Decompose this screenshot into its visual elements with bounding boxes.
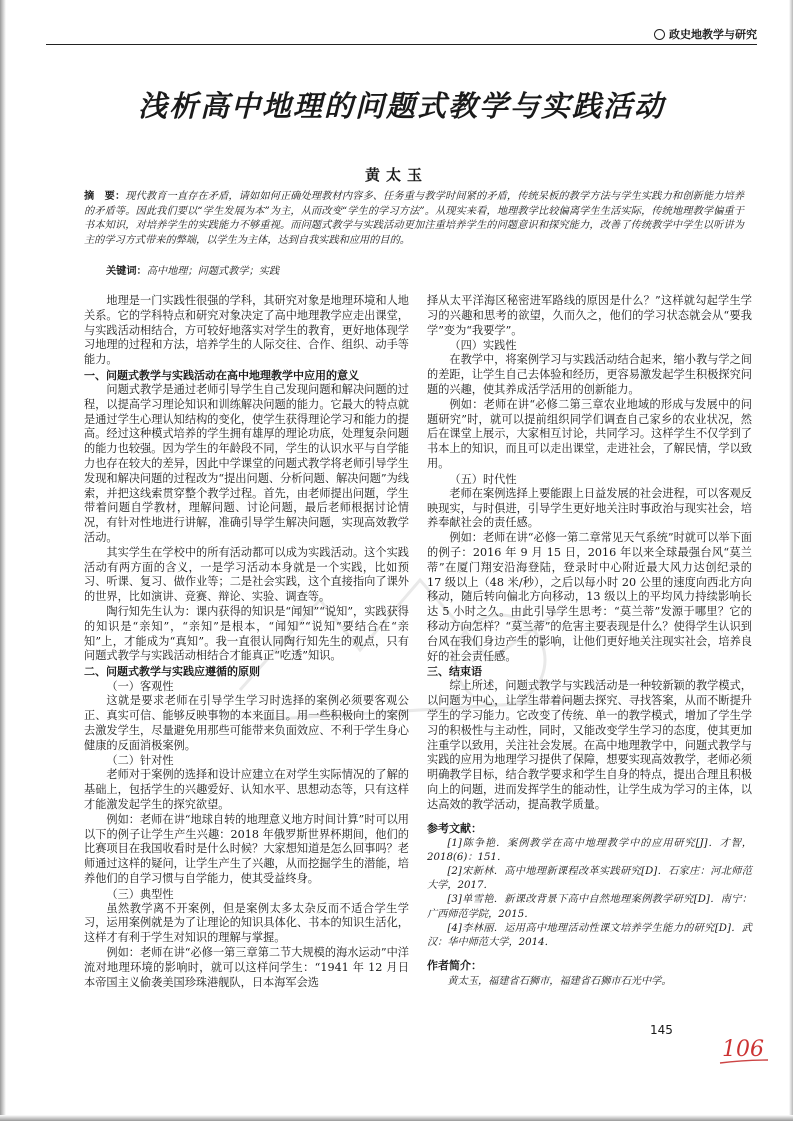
- scan-shadow-bottom: [0, 1115, 793, 1121]
- paragraph: 例如：老师在讲“必修一第三章第二节大规模的海水运动”中洋流对地理环境的影响时，就可以这样问学生：“1941 年 12 月日本帝国主义偷袭美国珍珠港舰队，日本海军会选: [84, 946, 409, 989]
- header-rule: [46, 44, 757, 45]
- subsection-heading: （四）实践性: [449, 339, 517, 353]
- paragraph: 问题式教学是通过老师引导学生自己发现问题和解决问题的过程，以提高学习理论知识和训练解决问题的能力。它最大的特点就是通过学生心理认知结构的变化，使学生获得理论学习和能力的提高。经过这种模式培养的学生拥有雄厚的理论功底，处理复杂问题的能力也较强。因为学生的年龄段不同，学生的认识水平与自学能力也存在较大的差异，因此中学课堂的问题式教学将老师引导学生发现和解决问题的过程改为“提出问题、分析问题、解决问题”为线索，并把这线索贯穿整个教学过程。首先，由老师提出问题，学生带着问题自学教材，理解问题、讨论问题，最后老师根据讨论情况，有针对性地进行讲解，准确引导学生解决问题，实现高效教学活动。: [84, 382, 409, 544]
- references-label: 参考文献：: [427, 821, 482, 835]
- abstract-text: 现代教育一直存在矛盾，请如如何正确处理教材内容多、任务重与教学时间紧的矛盾，传统呆板的教学方法与学生实践力和创新能力培养的矛盾等。因此我们要以“学生发展为本”为主，从而改变“学生的学习方法”。从现实来看，地理教学比较偏离学生生活实际，传统地理教学偏重于书本知识，对培养学生的实践能力不够重视。而问题式教学与实践活动更加注重培养学生的问题意识和探究能力，改善了传统教学中学生以听讲为主的学习方式带来的弊端，以学生为主体，达到自我实践和应用的目的。: [84, 191, 745, 246]
- article-title: 浅析高中地理的问题式教学与实践活动: [137, 89, 665, 123]
- references-list: [427, 837, 752, 951]
- reference-item: [3]单雪艳．新课改背景下高中自然地理案例教学研究[D]．南宁：广西师范学院，2015．: [427, 894, 752, 920]
- handwritten-number: [716, 1030, 772, 1066]
- abstract: [84, 190, 744, 248]
- journal-header: [654, 26, 757, 42]
- abstract-label: 摘 要：: [84, 191, 126, 202]
- paragraph: 老师对于案例的选择和设计应建立在对学生实际情况的了解的基础上，包括学生的兴趣爱好、认知水平、思想动态等，只有这样才能激发起学生的探究欲望。: [84, 768, 409, 811]
- keywords: [106, 265, 746, 279]
- keywords-label: 关键词：: [106, 266, 147, 277]
- section-heading: 一、问题式教学与实践活动在高中地理教学中应用的意义: [84, 368, 359, 382]
- paragraph: 老师在案例选择上要能跟上日益发展的社会进程，可以客观反映现实，与时俱进，引导学生更好地关注时事政治与现实社会，培养奉献社会的责任感。: [427, 486, 752, 530]
- paragraph: 例如：老师在讲“必修二第三章农业地域的形成与发展中的问题研究”时，就可以提前组织同学们调查自己家乡的农业状况，然后在课堂上展示，大家相互讨论，共同学习。这样学生不仅学到了书本上的知识，而且可以走出课堂，走进社会，了解民情，学以致用。: [427, 397, 752, 470]
- paragraph: 这就是要求老师在引导学生学习时选择的案例必须要客观公正、真实可信、能够反映事物的本来面目。用一些积极向上的案例去激发学生，尽量避免用那些可能带来负面效应、不利于学生身心健康的反面消极案例。: [84, 694, 409, 752]
- paragraph: 其实学生在学校中的所有活动都可以成为实践活动。这个实践活动有两方面的含义，一是学习活动本身就是一个实践，比如预习、听课、复习、做作业等；二是社会实践，这个直接指向了课外的世界，比如演讲、竞赛、辩论、实验、调查等。: [84, 545, 409, 604]
- subsection-heading: （三）典型性: [106, 887, 174, 901]
- paragraph: 例如：老师在讲“地球自转的地理意义地方时间计算”时可以用以下的例子让学生产生兴趣：2018 年俄罗斯世界杯期间，他们的比赛项目在我国收看时是什么时候？大家想知道是怎么回事吗？老师通过这样的疑问，让学生产生了兴趣，从而挖掘学生的潜能，培养他们的自学习惯与自学能力，使其受益终身。: [84, 812, 409, 885]
- paragraph: 综上所述，问题式教学与实践活动是一种较新颖的教学模式，以问题为中心，让学生带着问题去探究、寻找答案，从而不断提升学生的学习能力。它改变了传统、单一的教学模式，增加了学生学习的积极性与主动性，同时，又能改变学生学习的态度，使其更加注重学以致用，关注社会发展。在高中地理教学中，问题式教学与实践的应用为地理学习提供了保障，想要实现高效教学，老师必须明确教学目标，结合教学要求和学生自身的特点，提出合理且积极向上的问题，进而发挥学生的能动性，让学生成为学习的主体，以达高效的教学活动，提高教学质量。: [427, 679, 752, 811]
- circle-mark-icon: [654, 29, 665, 40]
- left-column: [84, 294, 409, 990]
- reference-item: [4]李林丽．运用高中地理活动性课文培养学生能力的研究[D]．武汉：华中师范大学，2014．: [427, 922, 752, 948]
- page-number: 145: [650, 1023, 673, 1037]
- author-bio-text: 黄太玉，福建省石狮市，福建省石狮市石光中学。: [447, 976, 672, 988]
- paragraph: 陶行知先生认为：课内获得的知识是“闻知”“说知”，实践获得的知识是“亲知”，“亲知”是根本，“闻知”“说知”要结合在“亲知”上，才能成为“真知”。我一直很认同陶行知先生的观点，只有问题式教学与实践活动相结合才能真正“吃透”知识。: [84, 604, 409, 663]
- paragraph: 地理是一门实践性很强的学科，其研究对象是地理环境和人地关系。它的学科特点和研究对象决定了高中地理教学应走出课堂，与实践活动相结合，方可较好地落实对学生的教育，更好地体现学习地理的过程和方法，培养学生的人际交往、合作、组织、动手等能力。: [84, 294, 409, 367]
- journal-name: 政史地教学与研究: [669, 28, 757, 41]
- paragraph: 虽然教学离不开案例，但是案例太多太杂反而不适合学生学习，运用案例就是为了让理论的知识具体化、书本的知识生活化，这样才有利于学生对知识的理解与掌握。: [84, 901, 409, 945]
- paragraph: 择从太平洋海区秘密进军路线的原因是什么？”这样就勾起学生学习的兴趣和思考的欲望，久而久之，他们的学习状态就会从“要我学”变为“我要学”。: [427, 294, 752, 337]
- paragraph: 例如：老师在讲“必修一第二章常见天气系统”时就可以举下面的例子：2016 年 9 月 15 日，2016 年以来全球最强台风“莫兰蒂”在厦门翔安沿海登陆，登录时中心附近最大风力达创纪录的 17 级以上（48 米/秒），之后以每小时 20 公里的速度向西北方向移动，随后转向偏北方向移动，13 级以上的平均风力持续影响长达 5 小时之久。由此引导学生思考：“莫兰蒂”发源于哪里？它的移动方向怎样？“莫兰蒂”的危害主要表现是什么？使得学生认识到台风在我们身边产生的影响，让他们更好地关注现实社会，培养良好的社会责任感。: [427, 531, 752, 663]
- author-bio-label: 作者简介：: [427, 959, 482, 973]
- section-heading: 三、结束语: [427, 665, 482, 679]
- keywords-text: 高中地理；问题式教学；实践: [146, 266, 280, 277]
- article-author: 黄太玉: [364, 166, 428, 184]
- handwritten-number-text: 106: [722, 1037, 764, 1062]
- reference-item: [2]宋新林．高中地理新课程改革实践研究[D]．石家庄：河北师范大学，2017．: [427, 865, 752, 892]
- section-heading: 二、问题式教学与实践应遵循的原则: [84, 665, 260, 679]
- subsection-heading: （二）针对性: [106, 754, 174, 768]
- reference-item: [1]陈争艳．案例教学在高中地理教学中的应用研究[J]．才智，2018(6)：151．: [427, 837, 752, 863]
- right-column-body: [427, 294, 752, 813]
- paragraph: 在教学中，将案例学习与实践活动结合起来，缩小教与学之间的差距，让学生自己去体验和经历，更容易激发起学生积极探究问题的兴趣，使其养成活学活用的创新能力。: [427, 353, 752, 396]
- right-column: [427, 294, 752, 989]
- subsection-heading: （五）时代性: [449, 472, 517, 486]
- subsection-heading: （一）客观性: [106, 680, 174, 694]
